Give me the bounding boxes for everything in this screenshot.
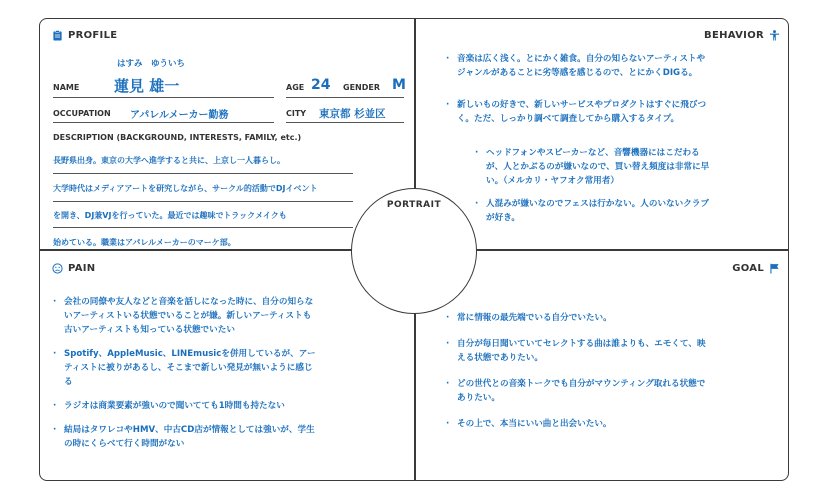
age-value: 24 xyxy=(311,77,331,93)
occupation-underline xyxy=(53,122,274,123)
pain-item: · 結局はタワレコやHMV、中古CD店が情報としては強いが、学生 の時にくらべて行く時間がない xyxy=(52,423,382,451)
description-line: を開き、DJ兼VJを行っていた。最近では趣味でトラックメイクも xyxy=(53,211,287,220)
flag-icon xyxy=(769,263,780,274)
pain-section-title xyxy=(52,263,95,274)
portrait-label: PORTRAIT xyxy=(386,200,442,210)
city-label: CITY xyxy=(286,109,307,118)
goal-item: · 常に情報の最先端でいる自分でいたい。 xyxy=(445,311,775,325)
behavior-title: BEHAVIOR xyxy=(704,30,764,41)
person-icon xyxy=(769,30,780,41)
behavior-item: · 音楽は広く浅く。とにかく雑食。自分の知らないアーティストや ジャンルがあることに劣等感を感じるので、とにかくDIGる。 xyxy=(445,52,775,80)
description-line: 始めている。職業はアパレルメーカーのマーケ部。 xyxy=(53,238,236,247)
behavior-sub-list xyxy=(474,146,774,225)
city-value: 東京都 杉並区 xyxy=(319,108,386,120)
name-label: NAME xyxy=(53,83,80,92)
name-value: 蓮見 雄一 xyxy=(114,77,180,95)
pain-item: · 会社の同僚や友人などと音楽を話しになった時に、自分の知らな いアーティストいる状態でいることが嫌。新しいアーティストも 古いアーティストも知っている状態でいたい xyxy=(52,295,382,337)
description-underline xyxy=(53,227,353,228)
profile-section-title xyxy=(52,30,117,41)
age-label: AGE xyxy=(286,83,305,92)
behavior-item: · 新しいもの好きで、新しいサービスやプロダクトはすぐに飛びつ く。ただ、しっかり調べて調査してから購入するタイプ。 xyxy=(445,98,775,126)
occupation-label: OCCUPATION xyxy=(53,109,111,118)
clipboard-icon xyxy=(52,30,63,41)
pain-list xyxy=(52,295,382,451)
gender-value: M xyxy=(392,77,406,93)
profile-title: PROFILE xyxy=(68,30,118,41)
name-furigana: はすみ ゆういち xyxy=(117,59,186,69)
pain-item: · ラジオは商業要素が強いので聞いてても1時間も持たない xyxy=(52,399,382,413)
goal-section-title xyxy=(732,263,780,274)
sad-face-icon xyxy=(52,263,63,274)
goal-list xyxy=(445,311,775,431)
gender-label: GENDER xyxy=(343,83,380,92)
description-line: 長野県出身。東京の大学へ進学すると共に、上京し一人暮らし。 xyxy=(53,156,285,165)
goal-item: · どの世代との音楽トークでも自分がマウンティング取れる状態で ありたい。 xyxy=(445,377,775,405)
description-underline xyxy=(53,173,353,174)
behavior-section-title xyxy=(704,30,780,41)
city-underline xyxy=(286,122,404,123)
goal-item: · その上で、本当にいい曲と出会いたい。 xyxy=(445,417,775,431)
occupation-value: アパレルメーカー勤務 xyxy=(130,110,229,121)
name-underline xyxy=(53,97,274,98)
behavior-list xyxy=(445,52,775,126)
age-gender-underline xyxy=(286,97,404,98)
pain-title: PAIN xyxy=(68,263,96,274)
behavior-sub-item: · 人混みが嫌いなのでフェスは行かない。人のいないクラブ が好き。 xyxy=(474,197,774,225)
behavior-sub-item: · ヘッドフォンやスピーカーなど、音響機器にはこだわる が、人とかぶるのが嫌いなので、買い替え頻度は非常に早 い。（メルカリ・ヤフオク常用者） xyxy=(474,146,774,188)
goal-item: · 自分が毎日聞いていてセレクトする曲は誰よりも、エモくて、映 える状態でありたい。 xyxy=(445,337,775,365)
description-underline xyxy=(53,201,353,202)
pain-item: · Spotify、AppleMusic、LINEmusicを併用しているが、アー ティストに被りがあるし、そこまで新しい発見が無いように感じ る xyxy=(52,347,382,389)
description-label: DESCRIPTION (BACKGROUND, INTERESTS, FAMILY, etc.) xyxy=(53,133,302,142)
description-line: 大学時代はメディアアートを研究しながら、サークル的活動でDJイベント xyxy=(53,184,318,193)
goal-title: GOAL xyxy=(732,263,764,274)
